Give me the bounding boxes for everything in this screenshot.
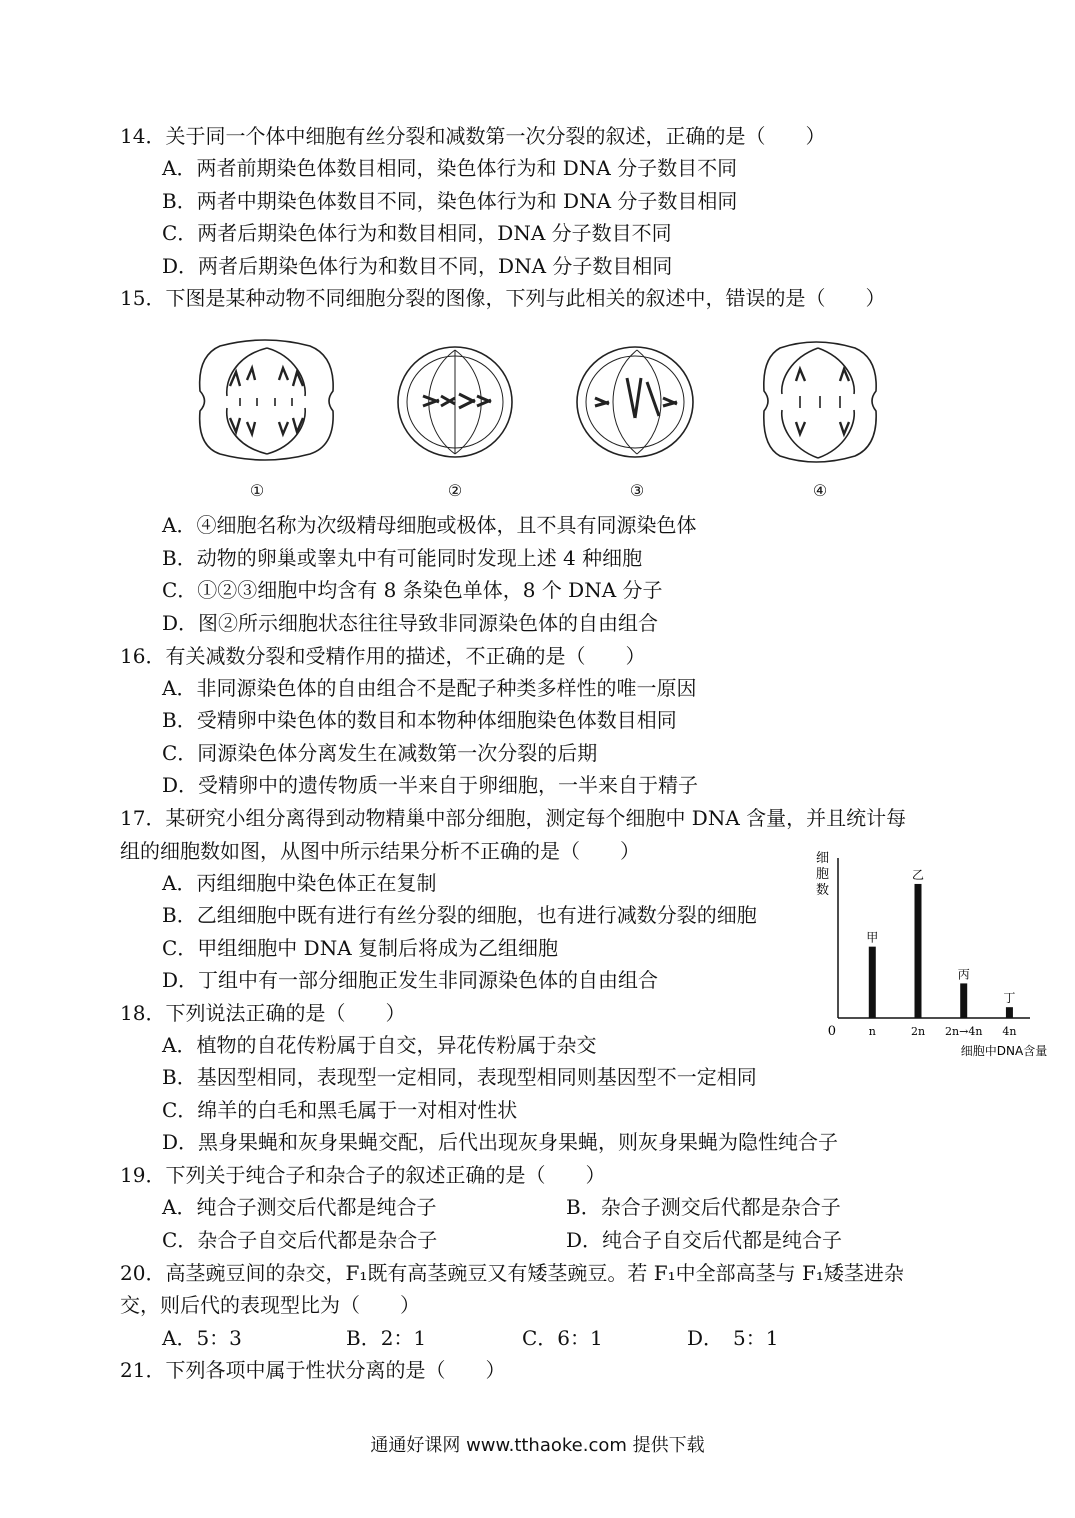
cell-division-figure — [195, 336, 895, 501]
q20-option-a: A．5：3 — [162, 1326, 242, 1350]
question-15-stem: 15．下图是某种动物不同细胞分裂的图像，下列与此相关的叙述中，错误的是（ ） — [120, 286, 886, 310]
q15-option-c: C．①②③细胞中均含有 8 条染色单体，8 个 DNA 分子 — [162, 578, 663, 602]
q15-option-b: B．动物的卵巢或睾丸中有可能同时发现上述 4 种细胞 — [162, 546, 643, 570]
q14-option-a: A．两者前期染色体数目相同，染色体行为和 DNA 分子数目不同 — [162, 156, 738, 180]
q17-option-b: B．乙组细胞中既有进行有丝分裂的细胞，也有进行减数分裂的细胞 — [162, 903, 757, 927]
question-19-stem: 19．下列关于纯合子和杂合子的叙述正确的是（ ） — [120, 1163, 606, 1187]
chart-bar-4 — [1006, 1007, 1013, 1018]
q14-option-d: D．两者后期染色体行为和数目不同，DNA 分子数目相同 — [162, 254, 673, 278]
chart-bar-3 — [960, 983, 967, 1018]
page-footer: 通通好课网 www.tthaoke.com 提供下载 — [370, 1435, 705, 1456]
q20-option-b: B．2：1 — [346, 1326, 427, 1350]
q19-option-d: D．纯合子自交后代都是纯合子 — [566, 1228, 843, 1252]
question-18-stem: 18．下列说法正确的是（ ） — [120, 1001, 406, 1025]
q16-option-b: B．受精卵中染色体的数目和本物种体细胞染色体数目相同 — [162, 708, 677, 732]
cell-1-drawing — [200, 340, 333, 460]
q16-option-d: D．受精卵中的遗传物质一半来自于卵细胞，一半来自于精子 — [162, 773, 699, 797]
q17-option-a: A．丙组细胞中染色体正在复制 — [162, 871, 437, 895]
q17-option-c: C．甲组细胞中 DNA 复制后将成为乙组细胞 — [162, 936, 558, 960]
q18-option-d: D．黑身果蝇和灰身果蝇交配，后代出现灰身果蝇，则灰身果蝇为隐性纯合子 — [162, 1130, 839, 1154]
figure-label-3: ③ — [629, 481, 645, 500]
chart-x-tick-3: 2n→4n — [945, 1025, 983, 1038]
figure-label-1: ① — [249, 481, 265, 500]
cell-3-drawing — [577, 347, 693, 457]
chart-bar-label-1: 甲 — [866, 930, 879, 945]
chart-bar-label-4: 丁 — [1003, 991, 1016, 1006]
cell-4-drawing — [764, 342, 876, 462]
chart-bar-2 — [915, 884, 922, 1018]
q19-option-a: A．纯合子测交后代都是纯合子 — [162, 1195, 437, 1219]
q19-option-c: C．杂合子自交后代都是杂合子 — [162, 1228, 438, 1252]
question-20-stem: 20．高茎豌豆间的杂交，F₁既有高茎豌豆又有矮茎豌豆。若 F₁中全部高茎与 F₁矮茎进杂 — [120, 1261, 904, 1285]
chart-x-tick-1: n — [868, 1025, 876, 1038]
q14-option-c: C．两者后期染色体行为和数目相同，DNA 分子数目不同 — [162, 221, 672, 245]
figure-label-2: ② — [447, 481, 463, 500]
chart-bar-1 — [869, 947, 876, 1018]
chart-y-axis-label: 细胞数 — [816, 851, 830, 898]
dna-content-bar-chart — [808, 848, 1048, 1068]
q15-option-d: D．图②所示细胞状态往往导致非同源染色体的自由组合 — [162, 611, 659, 635]
figure-label-4: ④ — [812, 481, 828, 500]
question-17-stem-continued: 组的细胞数如图，从图中所示结果分析不正确的是（ ） — [120, 839, 640, 863]
q18-option-c: C．绵羊的白毛和黑毛属于一对相对性状 — [162, 1098, 518, 1122]
q19-option-b: B．杂合子测交后代都是杂合子 — [566, 1195, 841, 1219]
question-14-stem: 14．关于同一个体中细胞有丝分裂和减数第一次分裂的叙述，正确的是（ ） — [120, 124, 826, 148]
question-21-stem: 21．下列各项中属于性状分离的是（ ） — [120, 1358, 506, 1382]
chart-x-axis-label: 细胞中DNA含量 — [960, 1044, 1048, 1058]
q15-option-a: A．④细胞名称为次级精母细胞或极体，且不具有同源染色体 — [162, 513, 697, 537]
chart-bar-label-2: 乙 — [911, 867, 925, 882]
q14-option-b: B．两者中期染色体数目不同，染色体行为和 DNA 分子数目相同 — [162, 189, 738, 213]
chart-bar-label-3: 丙 — [957, 967, 970, 982]
q17-option-d: D．丁组中有一部分细胞正发生非同源染色体的自由组合 — [162, 968, 659, 992]
q20-option-d: D． 5：1 — [687, 1326, 779, 1350]
question-17-stem: 17．某研究小组分离得到动物精巢中部分细胞，测定每个细胞中 DNA 含量，并且统计每 — [120, 806, 907, 830]
q18-option-a: A．植物的自花传粉属于自交，异花传粉属于杂交 — [162, 1033, 597, 1057]
cell-2-drawing — [398, 347, 512, 457]
chart-origin-label: 0 — [827, 1024, 836, 1039]
question-16-stem: 16．有关减数分裂和受精作用的描述，不正确的是（ ） — [120, 644, 646, 668]
q18-option-b: B．基因型相同，表现型一定相同，表现型相同则基因型不一定相同 — [162, 1065, 757, 1089]
chart-x-tick-2: 2n — [910, 1025, 926, 1038]
question-20-stem-continued: 交，则后代的表现型比为（ ） — [120, 1293, 420, 1317]
q16-option-c: C．同源染色体分离发生在减数第一次分裂的后期 — [162, 741, 598, 765]
q16-option-a: A．非同源染色体的自由组合不是配子种类多样性的唯一原因 — [162, 676, 697, 700]
chart-x-tick-4: 4n — [1002, 1025, 1017, 1038]
q20-option-c: C．6：1 — [522, 1326, 603, 1350]
